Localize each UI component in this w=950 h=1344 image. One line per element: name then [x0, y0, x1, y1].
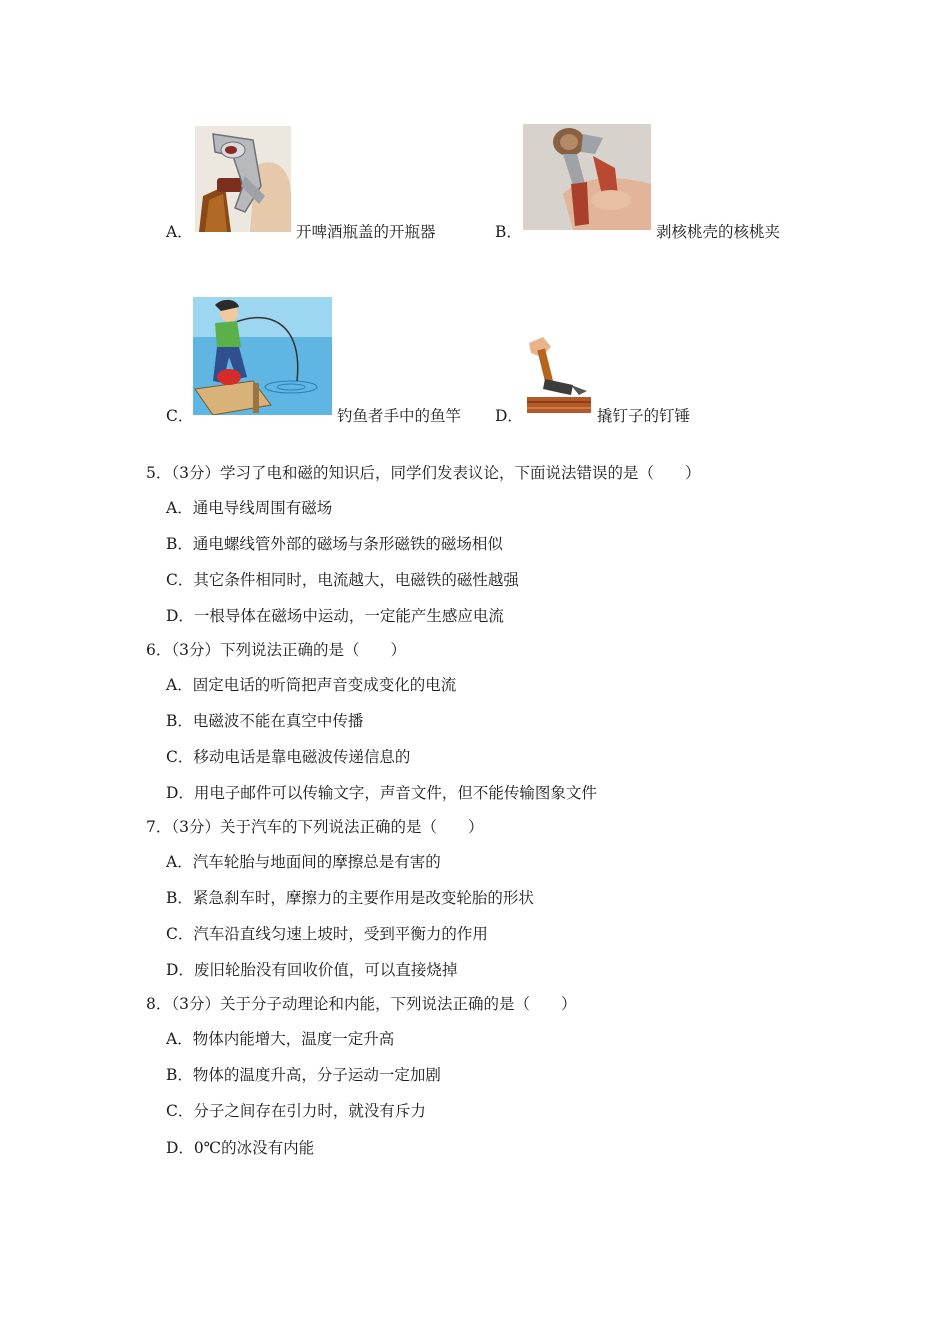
question-5-option-c: C．其它条件相同时，电流越大，电磁铁的磁性越强 — [166, 571, 519, 589]
choice-c-letter: C． — [166, 407, 194, 425]
question-6-option-d: D．用电子邮件可以传输文字，声音文件，但不能传输图象文件 — [166, 784, 597, 802]
question-6-option-a: A．固定电话的听筒把声音变成变化的电流 — [166, 676, 457, 694]
question-7-stem: 7．（3分）关于汽车的下列说法正确的是（ ） — [146, 818, 484, 836]
question-8-option-d: D．0℃的冰没有内能 — [166, 1139, 315, 1157]
choice-a-caption: 开啤酒瓶盖的开瓶器 — [296, 223, 436, 241]
question-5-stem: 5．（3分）学习了电和磁的知识后，同学们发表议论，下面说法错误的是（ ） — [146, 464, 701, 482]
question-8-option-a: A．物体内能增大，温度一定升高 — [166, 1030, 395, 1048]
question-6-option-c: C．移动电话是靠电磁波传递信息的 — [166, 748, 411, 766]
question-6-option-b: B．电磁波不能在真空中传播 — [166, 712, 364, 730]
question-5-option-a: A．通电导线周围有磁场 — [166, 499, 333, 517]
question-8-option-c: C．分子之间存在引力时，就没有斥力 — [166, 1102, 426, 1120]
nutcracker-image — [523, 124, 651, 230]
question-8-stem: 8．（3分）关于分子动理论和内能，下列说法正确的是（ ） — [146, 995, 577, 1013]
question-7-option-a: A．汽车轮胎与地面间的摩擦总是有害的 — [166, 853, 441, 871]
question-7-option-d: D．废旧轮胎没有回收价值，可以直接烧掉 — [166, 961, 458, 979]
choice-c-caption: 钓鱼者手中的鱼竿 — [337, 407, 462, 425]
question-8-option-b: B．物体的温度升高，分子运动一定加剧 — [166, 1066, 441, 1084]
question-5-option-d: D．一根导体在磁场中运动，一定能产生感应电流 — [166, 607, 504, 625]
choice-d-caption: 撬钉子的钉锤 — [597, 407, 691, 425]
choice-d-letter: D． — [495, 407, 523, 425]
question-7-option-b: B．紧急刹车时，摩擦力的主要作用是改变轮胎的形状 — [166, 889, 534, 907]
choice-a-letter: A． — [166, 223, 193, 241]
choice-b-caption: 剥核桃壳的核桃夹 — [656, 223, 781, 241]
choice-b-letter: B． — [495, 223, 522, 241]
question-6-stem: 6．（3分）下列说法正确的是（ ） — [146, 641, 406, 659]
fisherman-image — [193, 297, 332, 415]
question-7-option-c: C．汽车沿直线匀速上坡时，受到平衡力的作用 — [166, 925, 488, 943]
bottle-opener-image — [195, 126, 291, 232]
question-5-option-b: B．通电螺线管外部的磁场与条形磁铁的磁场相似 — [166, 535, 503, 553]
hammer-image — [527, 335, 591, 415]
